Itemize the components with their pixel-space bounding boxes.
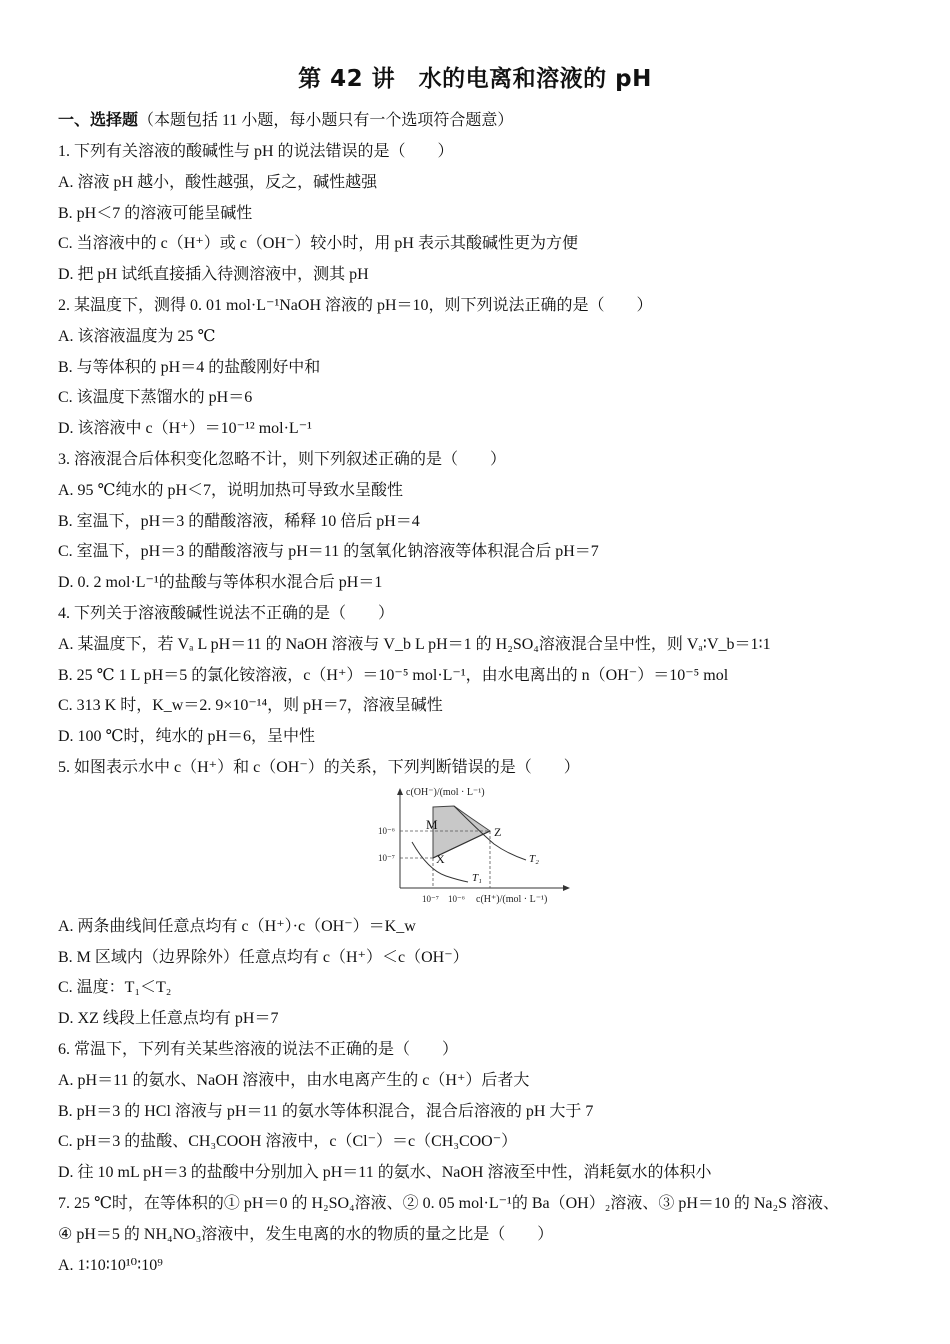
- q5-stem: 5. 如图表示水中 c（H⁺）和 c（OH⁻）的关系，下列判断错误的是（ ）: [58, 758, 580, 776]
- q1-option-a: A. 溶液 pH 越小，酸性越强，反之，碱性越强: [58, 173, 378, 191]
- section-header: [58, 106, 513, 135]
- q5-diagram: [376, 784, 576, 912]
- point-z-label: Z: [494, 824, 502, 839]
- q6-option-b: B. pH＝3 的 HCl 溶液与 pH＝11 的氨水等体积混合，混合后溶液的 pH 大于 7: [58, 1102, 594, 1120]
- q6-option-a: A. pH＝11 的氨水、NaOH 溶液中，由水电离产生的 c（H⁺）后者大: [58, 1071, 530, 1089]
- q5-option-c: C. 温度：T₁＜T₂: [58, 979, 172, 997]
- curve-t2-label: T₂: [529, 852, 539, 865]
- point-m-label: M: [426, 816, 438, 832]
- q5-option-a: A. 两条曲线间任意点均有 c（H⁺）·c（OH⁻）＝K_w: [58, 917, 416, 935]
- q5-option-d: D. XZ 线段上任意点均有 pH＝7: [58, 1010, 279, 1028]
- q6-option-d: D. 往 10 mL pH＝3 的盐酸中分别加入 pH＝11 的氨水、NaOH 溶液至中性，消耗氨水的体积小: [58, 1164, 712, 1182]
- q6-stem: 6. 常温下，下列有关某些溶液的说法不正确的是（ ）: [58, 1040, 459, 1058]
- q7-stem-line2: ④ pH＝5 的 NH₄NO₃溶液中，发生电离的水的物质的量之比是（ ）: [58, 1225, 554, 1243]
- point-x-label: X: [436, 851, 445, 866]
- q2-option-b: B. 与等体积的 pH＝4 的盐酸刚好中和: [58, 358, 321, 376]
- question-list: [58, 137, 898, 1281]
- page-title: 第 42 讲 水的电离和溶液的 pH: [298, 66, 652, 92]
- q3-option-d: D. 0. 2 mol·L⁻¹的盐酸与等体积水混合后 pH＝1: [58, 574, 383, 592]
- q4-option-c: C. 313 K 时，K_w＝2. 9×10⁻¹⁴，则 pH＝7，溶液呈碱性: [58, 697, 443, 715]
- curve-t1-label: T₁: [472, 871, 482, 884]
- q4-option-d: D. 100 ℃时，纯水的 pH＝6，呈中性: [58, 728, 316, 746]
- q3-stem: 3. 溶液混合后体积变化忽略不计，则下列叙述正确的是（ ）: [58, 450, 507, 468]
- q1-stem: 1. 下列有关溶液的酸碱性与 pH 的说法错误的是（ ）: [58, 143, 454, 160]
- q1-option-b: B. pH＜7 的溶液可能呈碱性: [58, 204, 253, 222]
- q1-option-d: D. 把 pH 试纸直接插入待测溶液中，测其 pH: [58, 266, 369, 284]
- x-axis-label: c(H⁺)/(mol · L⁻¹): [476, 893, 548, 905]
- q4-stem: 4. 下列关于溶液酸碱性说法不正确的是（ ）: [58, 604, 395, 622]
- x-tick-high: 10⁻⁶: [448, 893, 465, 904]
- section-note: （本题包括 11 小题，每小题只有一个选项符合题意）: [138, 112, 514, 129]
- q4-option-a: A. 某温度下，若 Vₐ L pH＝11 的 NaOH 溶液与 V_b L pH＝1 的 H₂SO₄溶液混合呈中性，则 Vₐ∶V_b＝1∶1: [58, 635, 771, 653]
- q2-option-a: A. 该溶液温度为 25 ℃: [58, 327, 216, 345]
- q7-stem-line1: 7. 25 ℃时，在等体积的① pH＝0 的 H₂SO₄溶液、② 0. 05 mol·L⁻¹的 Ba（OH）₂溶液、③ pH＝10 的 Na₂S 溶液、: [58, 1194, 840, 1212]
- x-tick-low: 10⁻⁷: [422, 893, 439, 904]
- q5-figure: [58, 784, 898, 912]
- q3-option-a: A. 95 ℃纯水的 pH＜7，说明加热可导致水呈酸性: [58, 481, 404, 499]
- y-tick-high: 10⁻⁶: [378, 825, 395, 836]
- q4-option-b: B. 25 ℃ 1 L pH＝5 的氯化铵溶液，c（H⁺）＝10⁻⁵ mol·L⁻¹，由水电离出的 n（OH⁻）＝10⁻⁵ mol: [58, 666, 729, 684]
- q1-option-c: C. 当溶液中的 c（H⁺）或 c（OH⁻）较小时，用 pH 表示其酸碱性更为方便: [58, 235, 578, 253]
- q2-option-c: C. 该温度下蒸馏水的 pH＝6: [58, 389, 253, 407]
- q7-option-a: A. 1∶10∶10¹⁰∶10⁹: [58, 1256, 163, 1274]
- x-axis-arrow: [563, 885, 570, 891]
- q2-option-d: D. 该溶液中 c（H⁺）＝10⁻¹² mol·L⁻¹: [58, 420, 312, 438]
- q5-option-b: B. M 区域内（边界除外）任意点均有 c（H⁺）＜c（OH⁻）: [58, 948, 469, 966]
- q3-option-c: C. 室温下，pH＝3 的醋酸溶液与 pH＝11 的氢氧化钠溶液等体积混合后 pH＝7: [58, 543, 599, 561]
- section-heading: 一、选择题: [58, 110, 139, 129]
- y-axis-label: c(OH⁻)/(mol · L⁻¹): [406, 786, 485, 798]
- y-axis-arrow: [397, 788, 403, 795]
- q3-option-b: B. 室温下，pH＝3 的醋酸溶液，稀释 10 倍后 pH＝4: [58, 512, 420, 530]
- y-tick-low: 10⁻⁷: [378, 852, 395, 863]
- q6-option-c: C. pH＝3 的盐酸、CH₃COOH 溶液中，c（Cl⁻）＝c（CH₃COO⁻）: [58, 1133, 518, 1151]
- q2-stem: 2. 某温度下，测得 0. 01 mol·L⁻¹NaOH 溶液的 pH＝10，则下列说法正确的是（ ）: [58, 296, 653, 314]
